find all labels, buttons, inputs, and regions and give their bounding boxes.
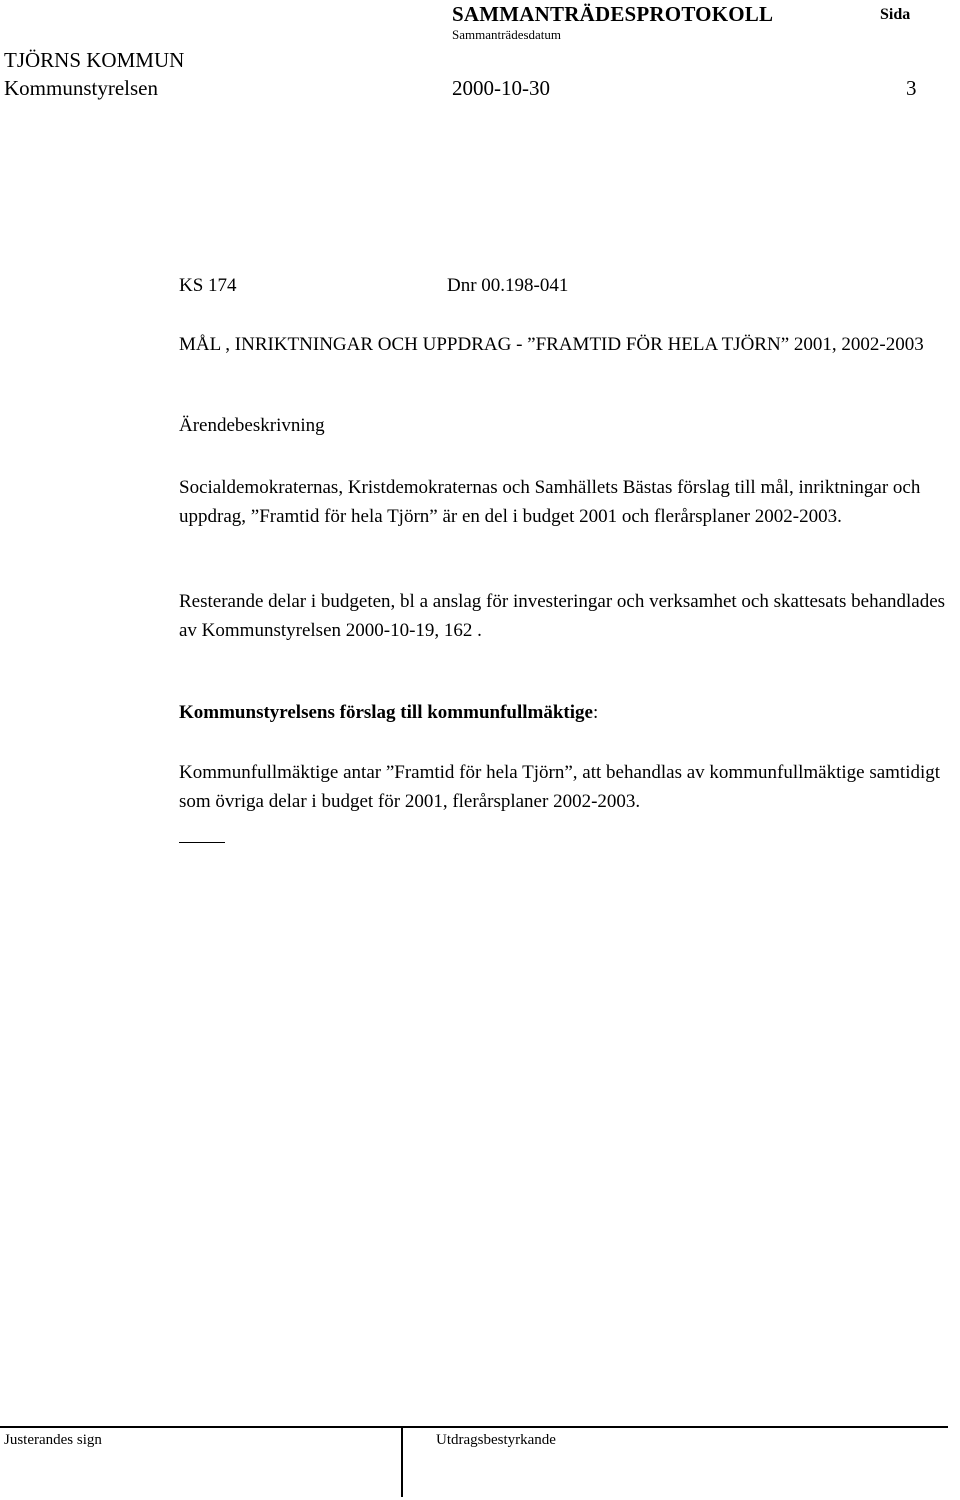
meeting-date: 2000-10-30 xyxy=(452,76,550,100)
proposal-heading xyxy=(179,702,598,724)
document-title: SAMMANTRÄDESPROTOKOLL xyxy=(452,2,774,26)
decision-paragraph: Kommunfullmäktige antar ”Framtid för hela Tjörn”, att behandlas av kommunfullmäktige samtidigt som övriga delar i budget för 2001, flerårsplaner 2002-2003. xyxy=(179,762,941,812)
proposal-heading-colon: : xyxy=(592,702,599,723)
footer-divider xyxy=(401,1427,403,1497)
diary-number: Dnr 00.198-041 xyxy=(447,275,569,296)
meeting-date-label: Sammanträdesdatum xyxy=(452,27,562,42)
section-label: Ärendebeskrivning xyxy=(179,415,325,436)
remaining-budget-paragraph: Resterande delar i budgeten, bl a anslag för investeringar och verksamhet och skattesats behandlades av Kommunstyrelsen 2000-10-19, 162 . xyxy=(179,591,946,641)
adjuster-signature-label: Justerandes sign xyxy=(4,1432,102,1448)
footer-rule xyxy=(0,1426,948,1428)
end-rule xyxy=(179,842,225,843)
page-label: Sida xyxy=(880,6,911,23)
municipality-name: TJÖRNS KOMMUN xyxy=(4,48,185,72)
description-paragraph: Socialdemokraternas, Kristdemokraternas och Samhällets Bästas förslag till mål, inriktningar och uppdrag, ”Framtid för hela Tjörn” är en del i budget 2001 och flerårsplaner 2002-2003. xyxy=(179,477,921,527)
board-name: Kommunstyrelsen xyxy=(4,76,158,100)
page-number: 3 xyxy=(906,76,917,100)
proposal-heading-text: Kommunstyrelsens förslag till kommunfullmäktige xyxy=(179,702,593,723)
extract-certification-label: Utdragsbestyrkande xyxy=(436,1432,556,1448)
case-heading: MÅL , INRIKTNINGAR OCH UPPDRAG - ”FRAMTID FÖR HELA TJÖRN” 2001, 2002-2003 xyxy=(179,334,924,355)
case-number: KS 174 xyxy=(179,275,237,296)
